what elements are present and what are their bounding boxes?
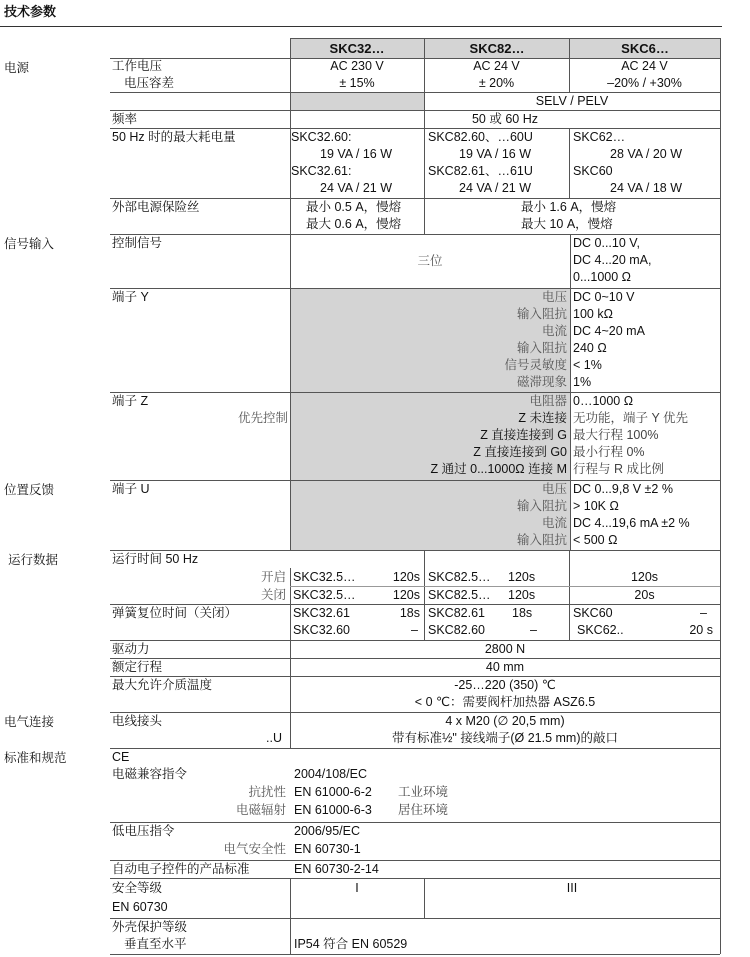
tolerance-col3: –20% / +30% — [607, 76, 682, 90]
force-label: 驱动力 — [112, 642, 150, 656]
open-model-1: SKC32.5… — [293, 570, 356, 584]
page-title: 技术参数 — [4, 4, 57, 19]
y-key: 磁滞现象 — [516, 375, 567, 389]
voltage-col3: AC 24 V — [621, 59, 668, 73]
stroke-value: 40 mm — [485, 660, 525, 674]
spring-time: – — [411, 623, 418, 637]
emission-env: 居住环境 — [398, 803, 449, 817]
spring-model: SKC82.61 — [428, 606, 485, 620]
y-value: DC 0~10 V — [573, 290, 635, 304]
spring-time: 20 s — [689, 623, 713, 637]
class-std: EN 60730 — [112, 900, 168, 914]
grid-line — [424, 198, 425, 234]
z-value: 最大行程 100% — [573, 428, 659, 442]
selv-value: SELV / PELV — [535, 94, 609, 108]
open-model-2: SKC82.5… — [428, 570, 491, 584]
y-value: 240 Ω — [573, 341, 607, 355]
fuse-min-2: 最小 1.6 A，慢熔 — [521, 200, 617, 214]
class-2: III — [566, 881, 578, 895]
voltage-col2: AC 24 V — [473, 59, 520, 73]
emc-label: 电磁兼容指令 — [112, 767, 188, 781]
z-priority: 优先控制 — [237, 411, 288, 425]
selv-shade — [290, 92, 424, 110]
immunity-env: 工业环境 — [398, 785, 449, 799]
freq-value: 50 或 60 Hz — [471, 112, 538, 126]
z-value: 行程与 R 成比例 — [573, 462, 664, 476]
terminal-y-label: 端子 Y — [112, 290, 149, 304]
section-operation: 运行数据 — [8, 553, 59, 567]
spring-time: – — [530, 623, 537, 637]
close-model-1: SKC32.5… — [293, 588, 356, 602]
consumption-c3b-val: 24 VA / 18 W — [610, 181, 683, 195]
spring-model: SKC62.. — [577, 623, 624, 637]
u-variant-value: 带有标准½" 接线端子(Ø 21.5 mm)的敲口 — [392, 731, 618, 745]
three-position: 三位 — [417, 254, 443, 268]
close-time-1: 120s — [392, 588, 420, 602]
y-key: 电流 — [541, 324, 567, 338]
cable-value: 4 x M20 (∅ 20,5 mm) — [445, 714, 565, 728]
ce-label: CE — [112, 750, 130, 764]
z-key: Z 直接连接到 G — [480, 428, 567, 442]
grid-line — [569, 128, 570, 198]
force-value: 2800 N — [484, 642, 526, 656]
spring-model: SKC60 — [573, 606, 613, 620]
u-key: 输入阻抗 — [516, 533, 567, 547]
emission-value: EN 61000-6-3 — [294, 803, 372, 817]
spring-label: 弹簧复位时间（关闭） — [112, 606, 238, 620]
grid-line — [290, 38, 720, 39]
section-electrical: 电气连接 — [4, 715, 55, 729]
fuse-max-2: 最大 10 A，慢熔 — [521, 217, 613, 231]
spring-time: – — [700, 606, 707, 620]
title-rule — [0, 26, 722, 27]
z-key: Z 通过 0...1000Ω 连接 M — [430, 462, 567, 476]
grid-line — [720, 38, 721, 954]
runtime-label: 运行时间 50 Hz — [112, 552, 199, 566]
u-value: > 10K Ω — [573, 499, 619, 513]
auto-label: 自动电子控件的产品标准 — [112, 862, 250, 876]
auto-value: EN 60730-2-14 — [294, 862, 379, 876]
u-key: 输入阻抗 — [516, 499, 567, 513]
u-value: DC 4...19,6 mA ±2 % — [573, 516, 690, 530]
control-label: 控制信号 — [112, 236, 163, 250]
consumption-c2b: SKC82.61、…61U — [428, 164, 533, 178]
fuse-label: 外部电源保险丝 — [112, 200, 200, 214]
grid-line — [110, 954, 720, 955]
section-power: 电源 — [4, 61, 30, 75]
grid-line — [570, 234, 571, 550]
tolerance-col1: ± 15% — [339, 76, 375, 90]
u-value: < 500 Ω — [573, 533, 618, 547]
immunity-label: 抗扰性 — [248, 785, 286, 799]
temp-range: -25…220 (350) ℃ — [454, 678, 556, 692]
y-key: 电压 — [541, 290, 567, 304]
grid-line — [110, 878, 720, 879]
class-label: 安全等级 — [112, 881, 163, 895]
close-label: 关闭 — [260, 588, 286, 602]
emc-value: 2004/108/EC — [294, 767, 367, 781]
close-time-2: 120s — [508, 588, 536, 602]
grid-line — [290, 198, 291, 234]
y-key: 信号灵敏度 — [504, 358, 567, 372]
spring-model: SKC82.60 — [428, 623, 485, 637]
open-time-1: 120s — [392, 570, 420, 584]
grid-line — [110, 198, 720, 199]
open-time-3: 120s — [630, 570, 659, 584]
z-key: 电阻器 — [529, 394, 567, 408]
consumption-c1b-val: 24 VA / 21 W — [320, 181, 393, 195]
control-current: DC 4...20 mA, — [573, 253, 652, 267]
grid-line — [110, 550, 720, 551]
section-feedback: 位置反馈 — [4, 483, 55, 497]
z-key: Z 未连接 — [518, 411, 567, 425]
u-value: DC 0...9,8 V ±2 % — [573, 482, 673, 496]
temp-label: 最大允许介质温度 — [112, 678, 213, 692]
close-time-3: 20s — [634, 588, 655, 602]
u-key: 电压 — [541, 482, 567, 496]
y-value: DC 4~20 mA — [573, 324, 645, 338]
lv-label: 低电压指令 — [112, 824, 175, 838]
stroke-label: 额定行程 — [112, 660, 163, 674]
voltage-col1: AC 230 V — [330, 59, 384, 73]
grid-line — [110, 748, 720, 749]
spring-model: SKC32.60 — [293, 623, 350, 637]
y-value: 1% — [573, 375, 592, 389]
consumption-label: 50 Hz 时的最大耗电量 — [112, 130, 236, 144]
voltage-label: 工作电压 — [112, 59, 163, 73]
fuse-min-1: 最小 0.5 A，慢熔 — [306, 200, 402, 214]
consumption-c2a: SKC82.60、…60U — [428, 130, 533, 144]
immunity-value: EN 61000-6-2 — [294, 785, 372, 799]
z-value: 无功能，端子 Y 优先 — [573, 411, 689, 425]
consumption-c3a: SKC62… — [573, 130, 626, 144]
safety-value: EN 60730-1 — [294, 842, 361, 856]
emission-label: 电磁辐射 — [235, 803, 286, 817]
header-col3: SKC6… — [621, 41, 669, 56]
control-resistance: 0...1000 Ω — [573, 270, 631, 284]
consumption-c2a-val: 19 VA / 16 W — [459, 147, 532, 161]
consumption-c1a-val: 19 VA / 16 W — [320, 147, 393, 161]
section-standards: 标准和规范 — [4, 751, 67, 765]
grid-line — [110, 918, 720, 919]
spring-time: 18s — [512, 606, 533, 620]
section-signal: 信号输入 — [4, 237, 55, 251]
terminal-z-label: 端子 Z — [112, 394, 149, 408]
consumption-c1b: SKC32.61: — [291, 164, 352, 178]
spring-model: SKC32.61 — [293, 606, 350, 620]
freq-label: 频率 — [112, 112, 138, 126]
control-voltage: DC 0...10 V, — [573, 236, 640, 250]
open-time-2: 120s — [508, 570, 536, 584]
tolerance-label: 电压容差 — [124, 76, 175, 90]
open-label: 开启 — [260, 570, 286, 584]
consumption-c3a-val: 28 VA / 20 W — [610, 147, 683, 161]
ip-sub: 垂直至水平 — [124, 937, 187, 951]
y-value: < 1% — [573, 358, 602, 372]
z-value: 最小行程 0% — [573, 445, 645, 459]
lv-value: 2006/95/EC — [294, 824, 361, 838]
y-key: 输入阻抗 — [516, 341, 567, 355]
consumption-c3b: SKC60 — [573, 164, 613, 178]
y-key: 输入阻抗 — [516, 307, 567, 321]
temp-heater: < 0 ℃：需要阀杆加热器 ASZ6.5 — [414, 695, 596, 709]
tolerance-col2: ± 20% — [478, 76, 515, 90]
y-value: 100 kΩ — [573, 307, 613, 321]
consumption-c2b-val: 24 VA / 21 W — [459, 181, 532, 195]
class-1: I — [355, 881, 359, 895]
ip-label: 外壳保护等级 — [112, 920, 188, 934]
grid-line — [110, 822, 720, 823]
ip-value: IP54 符合 EN 60529 — [294, 937, 408, 951]
z-key: Z 直接连接到 G0 — [473, 445, 567, 459]
fuse-max-1: 最大 0.6 A，慢熔 — [306, 217, 402, 231]
cable-label: 电线接头 — [112, 714, 163, 728]
z-value: 0…1000 Ω — [573, 394, 634, 408]
u-key: 电流 — [541, 516, 567, 530]
header-col2: SKC82… — [469, 41, 525, 56]
consumption-c1a: SKC32.60: — [291, 130, 352, 144]
close-model-2: SKC82.5… — [428, 588, 491, 602]
grid-line — [424, 550, 425, 640]
u-variant-label: ..U — [266, 731, 282, 745]
header-col1: SKC32… — [329, 41, 385, 56]
terminal-u-label: 端子 U — [112, 482, 150, 496]
spring-time: 18s — [399, 606, 420, 620]
safety-label: 电气安全性 — [223, 842, 286, 856]
